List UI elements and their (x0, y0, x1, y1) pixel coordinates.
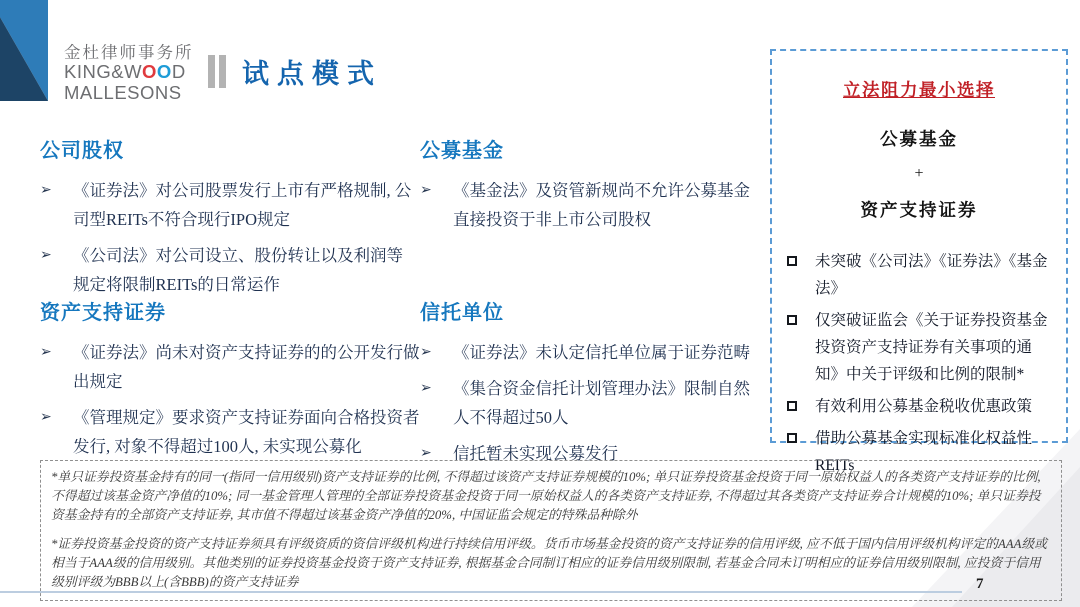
list-item (420, 374, 764, 432)
section-asset-backed-securities (40, 296, 422, 468)
bullet-text: 有效利用公募基金税收优惠政策 (815, 398, 1033, 415)
bullet-list (420, 176, 760, 234)
logo-chinese-name: 金杜律师事务所 (64, 44, 194, 62)
list-item (40, 338, 422, 396)
bullet-text: 《证券法》对公司股票发行上市有严格规制, 公司型REITs不符合现行IPO规定 (73, 181, 412, 229)
list-item (40, 403, 422, 461)
bullet-text: 仅突破证监会《关于证券投资基金投资资产支持证券有关事项的通知》中关于评级和比例的限制* (815, 312, 1048, 383)
page-number: 7 (976, 576, 984, 592)
section-heading: 信托单位 (420, 302, 504, 324)
list-item (787, 307, 1051, 388)
footnote-paragraph-1: *单只证券投资基金持有的同一(指同一信用级别)资产支持证券的比例, 不得超过该资产支持证券规模的10%; 单只证券投资基金投资于同一原始权益人的各类资产支持证券的比例, 不得超过该基金资产净值的10%; 同一基金管理人管理的全部证券投资基金投资于同一原始权益人的各类资产支持证券, 不得超过其各类资产支持证券合计规模的10%; 单只证券投资基金持有的全部资产支持证券, 其市值不得超过该基金资产净值的20%, 中国证监会规定的特殊品种除外 (51, 470, 1041, 523)
panel-title: 立法阻力最小选择 (843, 80, 995, 100)
bullet-text: 信托暂未实现公募发行 (453, 444, 618, 463)
list-item (420, 176, 760, 234)
panel-option-abs: 资产支持证券 (860, 200, 978, 220)
top-left-corner-decoration (0, 0, 48, 101)
arrow-bullet-icon: ➢ (40, 183, 52, 198)
bullet-text: 《证券法》未认定信托单位属于证券范畴 (453, 343, 750, 362)
arrow-bullet-icon: ➢ (420, 345, 432, 360)
list-item (40, 176, 412, 234)
kwm-logo (64, 44, 194, 104)
page-title: 试点模式 (242, 59, 382, 89)
arrow-bullet-icon: ➢ (40, 345, 52, 360)
section-heading: 资产支持证券 (40, 302, 166, 324)
title-bar-icon (219, 55, 226, 88)
list-item (420, 338, 764, 367)
arrow-bullet-icon: ➢ (40, 248, 52, 263)
bullet-list (40, 176, 412, 299)
section-trust-unit (420, 296, 764, 475)
square-bullet-icon (787, 256, 797, 266)
arrow-bullet-icon: ➢ (420, 381, 432, 396)
bullet-list (420, 338, 764, 468)
plus-sign: + (914, 165, 924, 182)
bullet-text: 《公司法》对公司设立、股份转让以及利润等规定将限制REITs的日常运作 (73, 246, 403, 294)
arrow-bullet-icon: ➢ (420, 446, 432, 461)
logo-kingw: KING&W (64, 61, 143, 83)
list-item (40, 241, 412, 299)
bullet-text: 借助公募基金实现标准化权益性REITs (815, 430, 1033, 474)
title-bar-icon (208, 55, 215, 88)
logo-d: D (171, 61, 186, 83)
square-bullet-icon (787, 433, 797, 443)
panel-option-public-fund: 公募基金 (880, 129, 958, 149)
section-public-fund (420, 134, 760, 241)
logo-english-line2: MALLESONS (64, 82, 182, 104)
bullet-text: 《集合资金信托计划管理办法》限制自然人不得超过50人 (453, 379, 750, 427)
footer-divider-line (0, 591, 962, 593)
panel-bullet-list (787, 248, 1051, 479)
section-heading: 公司股权 (40, 140, 124, 162)
bullet-text: 《管理规定》要求资产支持证券面向合格投资者发行, 对象不得超过100人, 未实现公募化 (73, 408, 420, 456)
logo-english-line1 (64, 62, 194, 83)
arrow-bullet-icon: ➢ (40, 410, 52, 425)
list-item (787, 393, 1051, 420)
bullet-text: 《基金法》及资管新规尚不允许公募基金直接投资于非上市公司股权 (453, 181, 750, 229)
section-company-equity (40, 134, 412, 306)
arrow-bullet-icon: ➢ (420, 183, 432, 198)
bullet-list (40, 338, 422, 461)
slide-title-bar (208, 52, 382, 91)
square-bullet-icon (787, 401, 797, 411)
list-item (787, 248, 1051, 302)
bullet-text: 未突破《公司法》《证券法》《基金法》 (815, 253, 1048, 297)
footnote-paragraph-2: *证券投资基金投资的资产支持证券须具有评级资质的资信评级机构进行持续信用评级。货币市场基金投资的资产支持证券的信用评级, 应不低于国内信用评级机构评定的AAA级或相当于AAA级的信用级别。其他类别的证券投资基金投资于资产支持证券, 根据基金合同制订相应的证券信用级别限制, 若基金合同未订明相应的证券信用级别限制, 应投资于信用级别评级为BBB以上(含BBB)的资产支持证券 (51, 536, 1048, 589)
bullet-text: 《证券法》尚未对资产支持证券的的公开发行做出规定 (73, 343, 420, 391)
footnote-box (40, 460, 1062, 601)
recommended-option-panel (770, 49, 1068, 474)
section-heading: 公募基金 (420, 140, 504, 162)
logo-red-o: O (142, 61, 157, 83)
logo-blue-o: O (156, 61, 172, 83)
square-bullet-icon (787, 315, 797, 325)
